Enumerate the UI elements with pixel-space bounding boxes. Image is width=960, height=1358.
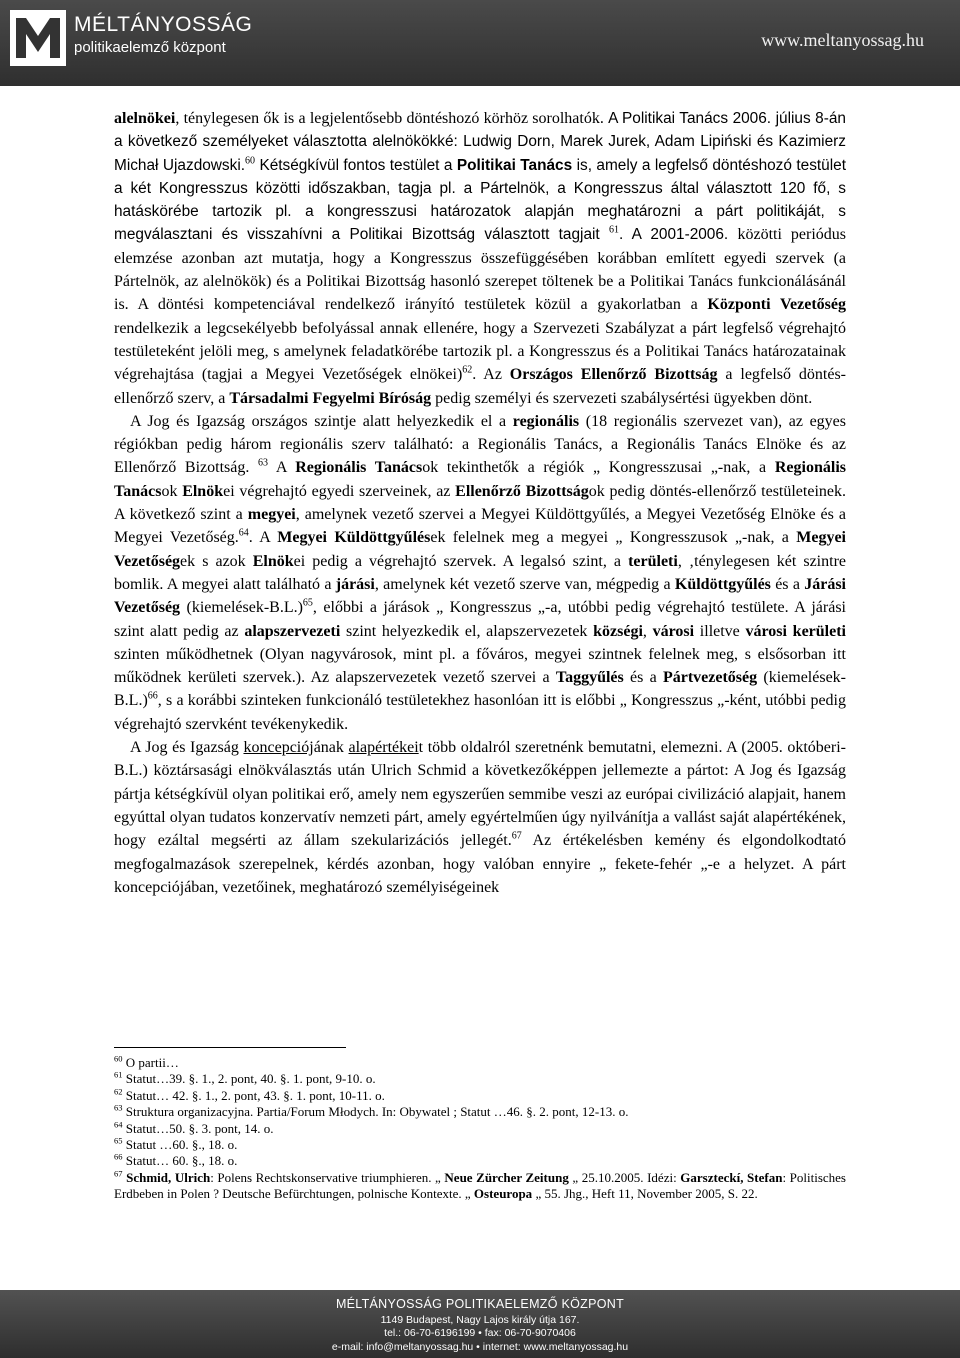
text-run: városi kerületi bbox=[745, 622, 846, 640]
footnote-ref: 60 bbox=[245, 155, 256, 167]
text-run: területi bbox=[628, 552, 678, 570]
text-run: , s a korábbi szinteken funkcionáló testületekhez hasonlóan itt is előbbi „ Kongresszus „-ként, utóbbi pedig végrehajtó szervként tevékenykedik. bbox=[114, 692, 846, 733]
footnote-item bbox=[114, 1088, 846, 1104]
text-run: Megyei Küldöttgyűlés bbox=[277, 529, 431, 547]
text-run: Pártvezetőség bbox=[662, 669, 758, 687]
text-run: alapszervezeti bbox=[244, 622, 341, 640]
text-run: Regionális Tanács bbox=[114, 459, 846, 500]
text-run: alelnökei bbox=[114, 110, 176, 127]
text-run: Ellenőrző Bizottság bbox=[455, 482, 589, 500]
text-run: és a bbox=[623, 669, 663, 687]
text-run: A bbox=[268, 459, 296, 477]
text-run: , ‚ténylegesen két szintre bomlik. A megyei alatt található a bbox=[114, 552, 846, 593]
footnote-item bbox=[114, 1055, 846, 1071]
text-run: Társadalmi Fegyelmi Bíróság bbox=[229, 389, 432, 407]
text-run: ek s azok bbox=[180, 552, 253, 570]
text-run: (kiemelések-B.L.) bbox=[180, 599, 303, 617]
text-run: ok bbox=[161, 482, 183, 500]
text-run: Taggyűlés bbox=[555, 669, 624, 687]
footer-organization: MÉLTÁNYOSSÁG POLITIKAELEMZŐ KÖZPONT bbox=[335, 1297, 625, 1311]
footnote-ref: 62 bbox=[114, 1086, 123, 1097]
text-run: illetve bbox=[694, 622, 746, 640]
footer-phone: tel.: 06-70-6196199 • fax: 06-70-9070406 bbox=[384, 1327, 576, 1339]
footnote-ref: 63 bbox=[114, 1102, 123, 1113]
text-run: „ 25.10.2005. Idézi: bbox=[568, 1169, 681, 1185]
text-run: ei pedig a végrehajtó szervek. A legalsó szint, a bbox=[293, 552, 629, 570]
text-run: (kiemelések-B.L.) bbox=[114, 669, 846, 710]
text-run: városi bbox=[652, 622, 695, 640]
text-run: koncepciój bbox=[243, 739, 314, 757]
text-run: „ 55. Jhg., Heft 11, November 2005, S. 22. bbox=[532, 1186, 758, 1202]
text-run: A Jog és Igazság országos szintje alatt helyezkedik el a bbox=[130, 412, 513, 430]
footnote-ref: 62 bbox=[462, 364, 473, 376]
text-run: : Polens Rechtskonservative triumphieren. „ bbox=[210, 1169, 445, 1185]
text-run: Járási Vezetőség bbox=[114, 575, 846, 617]
footnote-ref: 67 bbox=[511, 830, 522, 842]
footnote-ref: 63 bbox=[258, 458, 269, 470]
text-run: járási bbox=[335, 575, 375, 593]
footer-address: 1149 Budapest, Nagy Lajos király útja 167. bbox=[380, 1314, 580, 1326]
brand-subtitle: politikaelemző központ bbox=[74, 39, 226, 56]
footnote-item bbox=[114, 1104, 846, 1120]
text-run: Garszteckí, Stefan bbox=[680, 1169, 783, 1185]
page-footer bbox=[0, 1290, 960, 1358]
text-run: Elnök bbox=[182, 482, 224, 500]
footnote-item bbox=[114, 1137, 846, 1153]
footnote-ref: 65 bbox=[302, 597, 313, 609]
text-run: . A 2001-2006. bbox=[618, 226, 738, 244]
footnote-ref: 60 bbox=[114, 1053, 123, 1064]
text-run: szint helyezkedik el, alapszervezetek bbox=[340, 622, 594, 640]
text-run: Regionális Tanács bbox=[295, 459, 423, 477]
text-run: Megyei Vezetőség bbox=[114, 529, 846, 570]
text-run: , ténylegesen ők is a legjelentősebb döntéshozó körhöz sorolhatók. bbox=[175, 110, 609, 127]
site-url-link[interactable]: www.meltanyossag.hu bbox=[761, 30, 924, 50]
text-run: ei végrehajtó egyedi szerveinek, az bbox=[223, 482, 456, 500]
paragraph bbox=[114, 410, 846, 736]
footnote-item bbox=[114, 1153, 846, 1169]
text-run: ek felelnek meg a megyei „ Kongresszusok „-nak, a bbox=[430, 529, 797, 547]
text-run: megyei bbox=[247, 506, 296, 524]
text-run: (18 regionális szervezet van), az egyes régiókban pedig három regionális szerv található: a Regionális Tanács, a Regionális Tanács Elnöke és az Ellenőrző Bizottság. bbox=[114, 412, 846, 477]
text-run: Az értékelésben kemény és elgondolkodtató megfogalmazások szerepelnek, kérdés azonban, hogy valóban ennyire „ fekete-fehér „-e a helyzet. A párt koncepciójában, vezetőinek, meghatározó személyiségeinek bbox=[114, 832, 847, 896]
text-run: a legfelső döntés-ellenőrző szerv, a bbox=[114, 366, 846, 407]
text-run: közötti periódus elemzése azonban azt mutatja, hogy a Kongresszus összefüggésében korábban említett egyedi szervek (a Pártelnök, az alelnökök) és a Politikai Bizottság hasonló szerepet töltenek be a Politikai Tanács funkcionálásánál is. A döntési kompetenciával rendelkező irányító testületek közül a gyakorlatban a bbox=[114, 226, 846, 314]
text-run: Statut… 42. §. 1., 2. pont, 43. §. 1. pont, 10-11. o. bbox=[122, 1087, 385, 1103]
footnotes bbox=[114, 1055, 846, 1203]
text-run: Statut… 60. §., 18. o. bbox=[122, 1153, 238, 1169]
footnote-ref: 64 bbox=[238, 528, 249, 540]
text-run: is, amely a legfelső döntéshozó testület a két Kongresszus közötti időszakban, tagja pl. a Pártelnök, a Kongresszus által választott 120 fő, s hatáskörébe tartozik pl. a kongresszusi határozatok alapján meghatározni a párt politikáját, s megválasztani és visszahívni a Politikai Bizottság választott tagjait bbox=[114, 156, 846, 244]
text-run: ok pedig döntés-ellenőrző testületeinek. A következő szint a bbox=[114, 482, 847, 524]
text-run: Központi Vezetőség bbox=[707, 296, 846, 314]
text-run: Statut …60. §., 18. o. bbox=[122, 1137, 238, 1153]
text-run: rendelkezik a legcsekélyebb befolyással annak ellenére, hogy a Szervezeti Szabályzat a párt legfelső végrehajtó testületeként jelöli meg, s amelynek feladatkörébe tartozik pl. a Kongresszus és a Politikai Tanács határozatainak végrehajtása (tagjai a Megyei Vezetőségek elnökei) bbox=[114, 319, 846, 384]
footnote-ref: 65 bbox=[114, 1135, 123, 1146]
text-run: Schmid, Ulrich bbox=[126, 1169, 211, 1185]
footnote-ref: 67 bbox=[114, 1168, 123, 1179]
text-run: pedig személyi és szervezeti szabálysértési ügyekben dönt. bbox=[431, 389, 813, 407]
text-run: Küldöttgyűlés bbox=[674, 575, 771, 593]
document-body bbox=[114, 107, 846, 899]
text-run: Politikai Tanács bbox=[456, 156, 573, 174]
text-run: ok tekinthetők a régiók „ Kongresszusai „-nak, a bbox=[422, 459, 775, 477]
footnote-ref: 61 bbox=[608, 225, 619, 237]
footnote-ref: 64 bbox=[114, 1119, 123, 1130]
text-run: Struktura organizacyjna. Partia/Forum Młodych. In: Obywatel ; Statut …46. §. 2. pont, 12-13. o. bbox=[122, 1104, 629, 1120]
text-run: regionális bbox=[512, 412, 580, 430]
paragraph bbox=[114, 736, 846, 899]
footnote-separator bbox=[114, 1047, 346, 1048]
footnote-item bbox=[114, 1121, 846, 1137]
text-run: . A bbox=[248, 529, 278, 547]
page-header bbox=[0, 0, 960, 86]
brand-name: MÉLTÁNYOSSÁG bbox=[74, 13, 253, 36]
meltanyossag-logo-icon bbox=[10, 10, 66, 66]
text-run: Országos Ellenőrző Bizottság bbox=[509, 366, 718, 384]
text-run: A Politikai Tanács 2006. július 8-án a következő személyeket választotta alelnökökké: Ludwig Dorn, Marek Jurek, Adam Lipiński és Kazimierz Michał Ujazdowski. bbox=[114, 110, 846, 174]
paragraph bbox=[114, 107, 846, 410]
text-run: , előbbi a járások „ Kongresszus „-a, utóbbi pedig végrehajtó testülete. A járási szint alatt pedig az bbox=[114, 599, 846, 640]
footnote-item bbox=[114, 1170, 846, 1203]
text-run: A Jog és Igazság bbox=[130, 739, 244, 757]
text-run: O partii… bbox=[122, 1055, 179, 1070]
text-run: szinten működhetnek (Olyan nagyvárosok, mint pl. a főváros, megyei szintnek felelnek meg, s elsősorban itt működnek kerületi szervek.). Az alapszervezetek vezető szervei a bbox=[114, 645, 846, 687]
text-run: Statut…50. §. 3. pont, 14. o. bbox=[122, 1120, 274, 1136]
text-run: Osteuropa bbox=[473, 1186, 533, 1202]
text-run: ának bbox=[313, 739, 349, 757]
footnote-ref: 66 bbox=[114, 1152, 123, 1163]
text-run: , amelynek két vezető szerve van, mégpedig a bbox=[374, 575, 675, 593]
text-run: községi bbox=[593, 622, 643, 640]
text-run: Elnök bbox=[252, 552, 294, 570]
text-run: : Politisches Erdbeben in Polen ? Deutsche Befürchtungen, polnische Kontexte. „ bbox=[114, 1169, 846, 1202]
text-run: t több oldalról szeretnénk bemutatni, elemezni. A (2005. októberi-B.L.) köztársasági elnökválasztás után Ulrich Schmid a következőképpen jellemezte a pártot: A Jog és Igazság pártja kétségkívül olyan politikai erő, amely nem egyszerűen semmibe veszi az európai civilizáció alapjait, hanem egyúttal olyan tudatos konzervatív nemzeti párt, amely egyértelműen úgy nyilvánítja a vallást saját alapértékének, hogy ezáltal megsérti az állam szekularizációs jellegét. bbox=[114, 739, 847, 850]
text-run: . Az bbox=[472, 366, 510, 384]
footnote-item bbox=[114, 1071, 846, 1087]
text-run: Kétségkívül fontos testület a bbox=[255, 156, 457, 174]
text-run: Neue Zürcher Zeitung bbox=[444, 1169, 569, 1185]
text-run: alapértékei bbox=[348, 739, 419, 757]
footnote-ref: 66 bbox=[147, 691, 158, 703]
text-run: és a bbox=[770, 575, 805, 593]
footer-contact: e-mail: info@meltanyossag.hu • internet: www.meltanyossag.hu bbox=[331, 1341, 629, 1353]
brand bbox=[74, 14, 252, 58]
text-run: , amelynek vezető szervei a Megyei Küldöttgyűlés, a Megyei Vezetőség Elnöke és a Megyei Vezetőség. bbox=[114, 506, 846, 547]
text-run: , bbox=[642, 622, 653, 640]
footnote-ref: 61 bbox=[114, 1070, 123, 1081]
text-run: Statut…39. §. 1., 2. pont, 40. §. 1. pont, 9-10. o. bbox=[122, 1071, 376, 1087]
